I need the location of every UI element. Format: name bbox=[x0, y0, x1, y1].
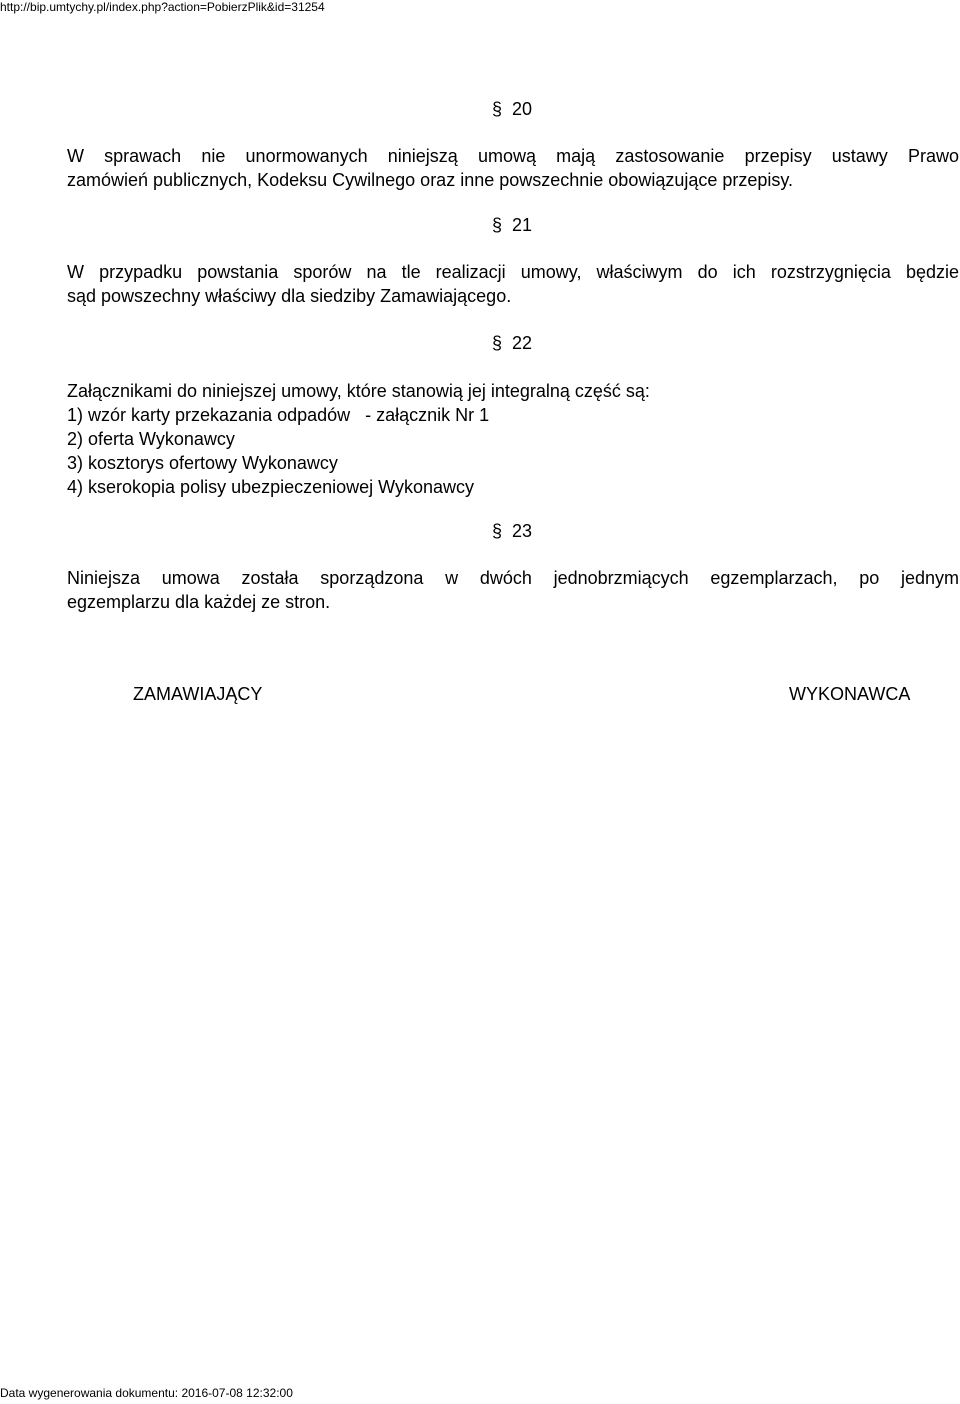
signature-contractor: WYKONAWCA bbox=[789, 684, 911, 704]
section-number: 21 bbox=[512, 215, 533, 235]
section-20-heading bbox=[490, 98, 532, 120]
paragraph-sign: § bbox=[491, 333, 502, 353]
section-21-text bbox=[67, 260, 959, 308]
section-22-text bbox=[67, 379, 959, 499]
section-number: 22 bbox=[512, 333, 533, 353]
list-item: 3) kosztorys ofertowy Wykonawcy bbox=[67, 453, 338, 473]
text-line: sąd powszechny właściwy dla siedziby Zamawiającego. bbox=[67, 286, 512, 306]
paragraph-sign: § bbox=[491, 521, 502, 541]
text-line: W przypadku powstania sporów na tle realizacji umowy, właściwym do ich rozstrzygnięcia będzie bbox=[67, 262, 959, 282]
text-line: Niniejsza umowa została sporządzona w dwóch jednobrzmiących egzemplarzach, po jednym bbox=[67, 568, 959, 588]
section-number: 20 bbox=[512, 99, 533, 119]
list-item: 4) kserokopia polisy ubezpieczeniowej Wykonawcy bbox=[67, 477, 475, 497]
source-url: http://bip.umtychy.pl/index.php?action=PobierzPlik&id=31254 bbox=[0, 0, 325, 14]
text-line: Załącznikami do niniejszej umowy, które stanowią jej integralną część są: bbox=[67, 381, 650, 401]
text-line: egzemplarzu dla każdej ze stron. bbox=[67, 592, 331, 612]
generation-date: Data wygenerowania dokumentu: 2016-07-08 12:32:00 bbox=[0, 1386, 293, 1400]
section-23-text bbox=[67, 566, 959, 614]
text-line: W sprawach nie unormowanych niniejszą umową mają zastosowanie przepisy ustawy Prawo bbox=[67, 146, 959, 166]
section-21-heading bbox=[490, 214, 532, 236]
paragraph-sign: § bbox=[491, 99, 502, 119]
paragraph-sign: § bbox=[491, 215, 502, 235]
list-item: 2) oferta Wykonawcy bbox=[67, 429, 235, 449]
signature-contracting-party: ZAMAWIAJĄCY bbox=[133, 684, 263, 704]
section-20-text bbox=[67, 144, 959, 192]
section-number: 23 bbox=[512, 521, 533, 541]
section-22-heading bbox=[490, 332, 532, 354]
section-23-heading bbox=[490, 520, 532, 542]
list-item: 1) wzór karty przekazania odpadów - załącznik Nr 1 bbox=[67, 405, 490, 425]
text-line: zamówień publicznych, Kodeksu Cywilnego oraz inne powszechnie obowiązujące przepisy. bbox=[67, 170, 794, 190]
